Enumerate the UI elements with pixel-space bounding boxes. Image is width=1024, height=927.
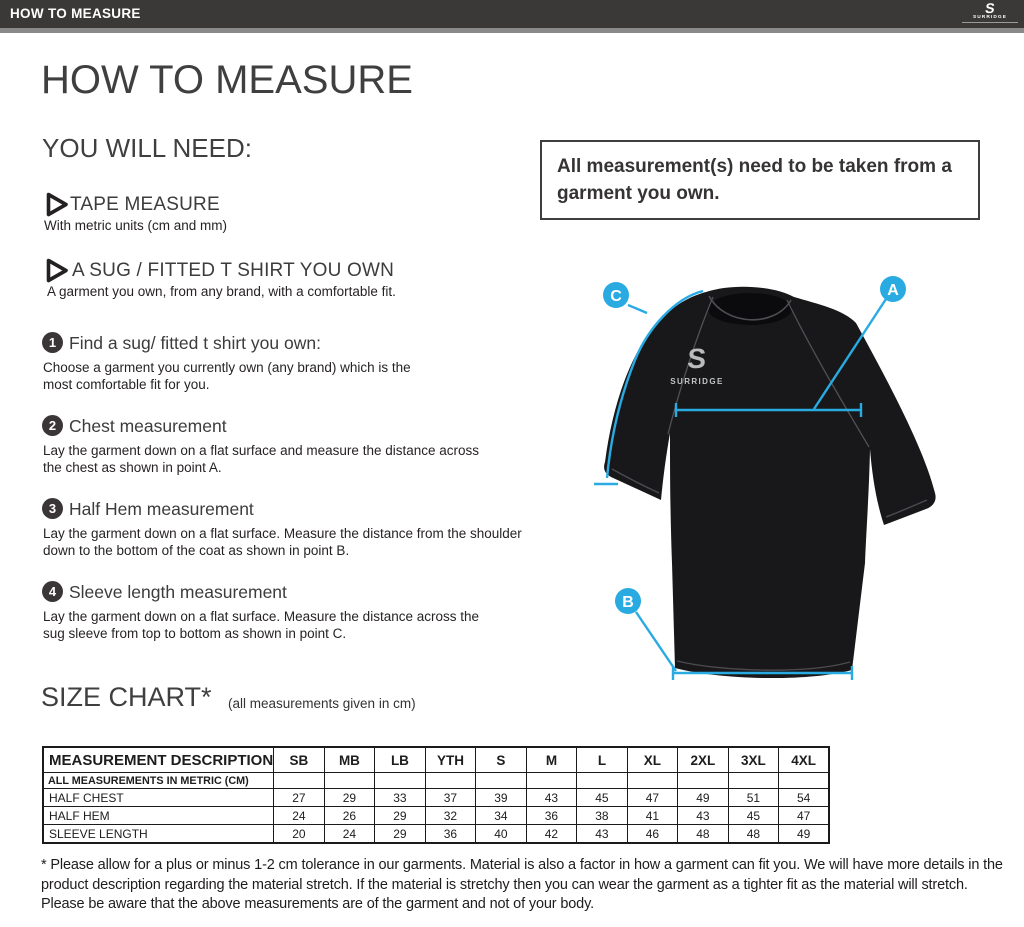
header-cell: 2XL xyxy=(678,747,729,773)
header-cell: LB xyxy=(375,747,426,773)
topbar-title: HOW TO MEASURE xyxy=(10,6,141,21)
table-cell xyxy=(577,773,628,789)
table-cell: 49 xyxy=(678,789,729,807)
table-cell: 40 xyxy=(476,825,527,844)
table-cell: 43 xyxy=(678,807,729,825)
shirt-logo-icon: S xyxy=(686,343,708,374)
table-row xyxy=(43,825,829,844)
step-3-number: 3 xyxy=(42,498,63,519)
table-cell: 49 xyxy=(779,825,830,844)
header-cell: YTH xyxy=(425,747,476,773)
table-cell: 29 xyxy=(324,789,375,807)
point-b-label: B xyxy=(622,594,634,611)
step-4-title: Sleeve length measurement xyxy=(69,582,287,602)
table-cell: 48 xyxy=(728,825,779,844)
step-4-description: Lay the garment down on a flat surface. Measure the distance across the sug sleeve from top to bottom as shown in point C. xyxy=(43,609,479,641)
top-bar xyxy=(0,0,1024,28)
size-chart-table xyxy=(42,746,830,844)
table-header-row xyxy=(43,747,829,773)
table-cell: 54 xyxy=(779,789,830,807)
table-cell: 45 xyxy=(577,789,628,807)
surridge-logo xyxy=(962,1,1018,23)
table-cell: 29 xyxy=(375,825,426,844)
b-pointer-line xyxy=(636,612,676,671)
table-cell: 36 xyxy=(425,825,476,844)
row-label: HALF CHEST xyxy=(43,789,274,807)
need-item-shirt: A SUG / FITTED T SHIRT YOU OWN xyxy=(72,260,395,281)
header-cell: S xyxy=(476,747,527,773)
metric-note-cell: ALL MEASUREMENTS IN METRIC (CM) xyxy=(43,773,274,789)
table-cell: 26 xyxy=(324,807,375,825)
step-2-description: Lay the garment down on a flat surface and measure the distance across the chest as shown in point A. xyxy=(43,443,480,475)
step-1-description: Choose a garment you currently own (any brand) which is the most comfortable fit for you. xyxy=(43,360,411,392)
step-2-title: Chest measurement xyxy=(69,416,227,436)
header-cell: SB xyxy=(274,747,325,773)
row-label: HALF HEM xyxy=(43,807,274,825)
notice-box: All measurement(s) need to be taken from a garment you own. xyxy=(540,140,980,220)
step-1-title: Find a sug/ fitted t shirt you own: xyxy=(69,333,321,353)
header-cell: 3XL xyxy=(728,747,779,773)
table-cell xyxy=(274,773,325,789)
table-cell: 41 xyxy=(627,807,678,825)
row-label: SLEEVE LENGTH xyxy=(43,825,274,844)
table-cell: 27 xyxy=(274,789,325,807)
need-item-shirt-desc: A garment you own, from any brand, with a comfortable fit. xyxy=(47,284,396,299)
table-cell: 36 xyxy=(526,807,577,825)
step-4-number: 4 xyxy=(42,581,63,602)
header-cell: MEASUREMENT DESCRIPTION xyxy=(43,747,274,773)
table-cell: 33 xyxy=(375,789,426,807)
table-cell: 38 xyxy=(577,807,628,825)
need-item-tape-measure: TAPE MEASURE xyxy=(70,194,220,215)
table-cell: 39 xyxy=(476,789,527,807)
table-cell: 42 xyxy=(526,825,577,844)
you-will-need-heading: YOU WILL NEED: xyxy=(42,133,252,163)
table-cell: 37 xyxy=(425,789,476,807)
metric-note-row xyxy=(43,773,829,789)
point-c-label: C xyxy=(610,288,622,305)
table-cell xyxy=(728,773,779,789)
table-cell: 32 xyxy=(425,807,476,825)
need-item-tape-measure-desc: With metric units (cm and mm) xyxy=(44,218,228,233)
surridge-logo-icon: S xyxy=(984,0,996,16)
table-cell xyxy=(627,773,678,789)
header-cell: L xyxy=(577,747,628,773)
shirt-graphic xyxy=(604,287,936,678)
step-1-number: 1 xyxy=(42,332,63,353)
table-cell: 24 xyxy=(274,807,325,825)
table-cell: 20 xyxy=(274,825,325,844)
topbar-divider xyxy=(0,28,1024,33)
header-cell: MB xyxy=(324,747,375,773)
table-row xyxy=(43,789,829,807)
page-title: HOW TO MEASURE xyxy=(41,58,413,102)
header-cell: M xyxy=(526,747,577,773)
table-cell: 34 xyxy=(476,807,527,825)
bullet-triangle-icon xyxy=(45,258,69,283)
shirt-logo-text: SURRIDGE xyxy=(670,377,724,386)
table-cell: 48 xyxy=(678,825,729,844)
table-cell xyxy=(779,773,830,789)
tolerance-footnote: * Please allow for a plus or minus 1-2 cm tolerance in our garments. Material is also a factor in how a garment can fit you. We will have more details in the product description regarding the material stretch. If the material is stretchy then you can wear the garment as a tighter fit as the material will stretch. Please be aware that the above measurements are of the garment and not of your body. xyxy=(41,857,1003,912)
table-cell xyxy=(324,773,375,789)
table-cell: 51 xyxy=(728,789,779,807)
table-cell xyxy=(425,773,476,789)
table-cell: 29 xyxy=(375,807,426,825)
table-cell: 43 xyxy=(577,825,628,844)
table-cell: 45 xyxy=(728,807,779,825)
size-chart-subheading: (all measurements given in cm) xyxy=(228,696,416,711)
size-chart-heading: SIZE CHART* xyxy=(41,682,212,712)
table-cell: 47 xyxy=(779,807,830,825)
header-cell: XL xyxy=(627,747,678,773)
header-cell: 4XL xyxy=(779,747,830,773)
table-cell: 46 xyxy=(627,825,678,844)
step-3-description: Lay the garment down on a flat surface. Measure the distance from the shoulder down to the bottom of the coat as shown in point B. xyxy=(43,526,522,558)
point-a-label: A xyxy=(887,282,899,299)
table-cell xyxy=(375,773,426,789)
table-cell xyxy=(678,773,729,789)
shirt-measure-diagram xyxy=(563,250,1013,690)
table-cell: 43 xyxy=(526,789,577,807)
c-pointer-line xyxy=(628,305,647,313)
table-cell xyxy=(476,773,527,789)
surridge-logo-text: SURRIDGE xyxy=(962,16,1018,23)
table-row xyxy=(43,807,829,825)
bullet-triangle-icon xyxy=(45,192,69,217)
table-cell: 24 xyxy=(324,825,375,844)
table-cell xyxy=(526,773,577,789)
table-cell: 47 xyxy=(627,789,678,807)
step-3-title: Half Hem measurement xyxy=(69,499,254,519)
step-2-number: 2 xyxy=(42,415,63,436)
